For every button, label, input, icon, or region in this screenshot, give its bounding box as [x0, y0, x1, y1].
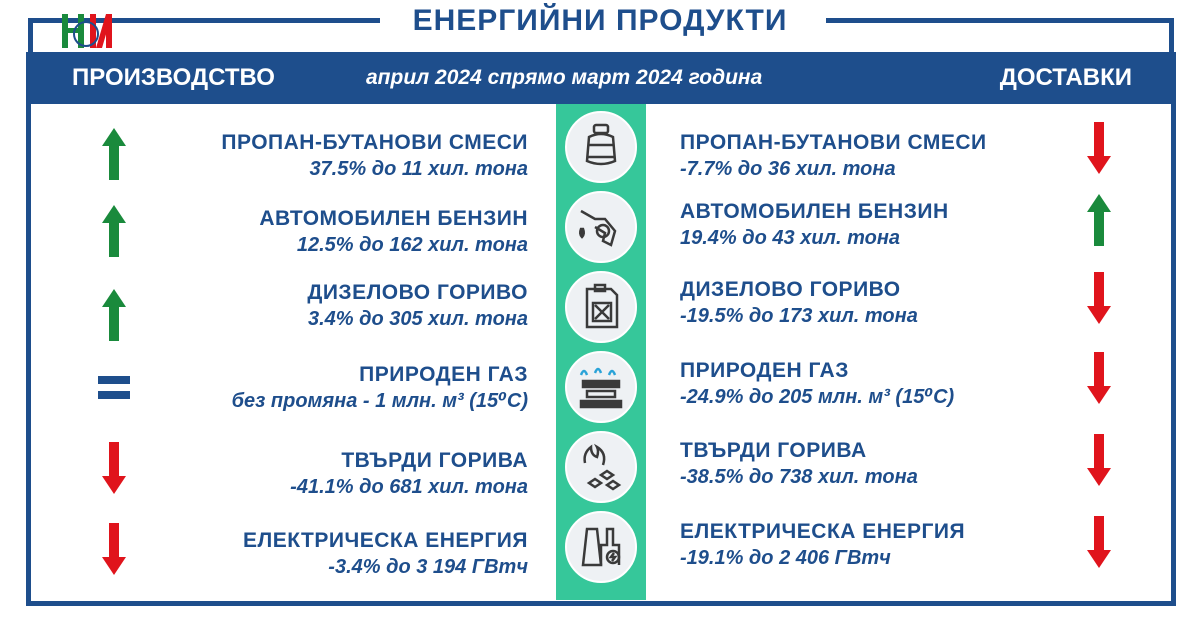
production-name: ЕЛЕКТРИЧЕСКА ЕНЕРГИЯ: [242, 529, 528, 552]
frame-right-edge: [1169, 18, 1174, 52]
delivery-name: АВТОМОБИЛЕН БЕНЗИН: [680, 200, 949, 223]
period-label: април 2024 спрямо март 2024 година: [366, 66, 763, 89]
coal-fire-icon: [565, 431, 637, 503]
gas-cylinder-icon: [565, 111, 637, 183]
header-banner: [26, 52, 1176, 104]
production-item: [232, 362, 528, 414]
power-plant-icon: [565, 511, 637, 583]
delivery-item: [680, 519, 965, 571]
frame-left-edge: [28, 18, 33, 52]
delivery-name: ПРИРОДЕН ГАЗ: [680, 359, 849, 382]
arrow-down-icon: [1087, 272, 1111, 324]
gas-burner-icon: [565, 351, 637, 423]
delivery-name: ПРОПАН-БУТАНОВИ СМЕСИ: [680, 131, 987, 154]
production-item: [243, 528, 528, 580]
nsi-logo-icon: [58, 8, 114, 52]
production-item: [290, 448, 528, 500]
equals-icon: [98, 376, 130, 406]
production-name: ПРОПАН-БУТАНОВИ СМЕСИ: [221, 131, 528, 154]
fuel-nozzle-icon: [565, 191, 637, 263]
production-heading: ПРОИЗВОДСТВО: [72, 64, 275, 91]
arrow-down-icon: [102, 523, 126, 575]
production-item: [221, 130, 528, 182]
production-item: [307, 280, 528, 332]
production-name: ТВЪРДИ ГОРИВА: [341, 449, 528, 472]
delivery-value: -38.5% до 738 хил. тона: [680, 466, 918, 488]
delivery-item: [680, 358, 954, 410]
arrow-up-icon: [102, 128, 126, 180]
page-title: ЕНЕРГИЙНИ ПРОДУКТИ: [412, 4, 788, 37]
delivery-name: ЕЛЕКТРИЧЕСКА ЕНЕРГИЯ: [680, 520, 966, 543]
production-value: 37.5% до 11 хил. тона: [309, 158, 528, 180]
jerrycan-icon: [565, 271, 637, 343]
delivery-item: [680, 277, 918, 329]
production-item: [259, 206, 528, 258]
production-value: -41.1% до 681 хил. тона: [290, 476, 528, 498]
delivery-item: [680, 199, 949, 251]
production-name: ПРИРОДЕН ГАЗ: [359, 363, 528, 386]
delivery-value: 19.4% до 43 хил. тона: [680, 227, 901, 249]
deliveries-heading: ДОСТАВКИ: [999, 64, 1132, 91]
production-name: ДИЗЕЛОВО ГОРИВО: [307, 281, 528, 304]
delivery-item: [680, 130, 987, 182]
arrow-down-icon: [1087, 434, 1111, 486]
frame-top-right: [826, 18, 1174, 23]
arrow-up-icon: [1087, 194, 1111, 246]
production-value: -3.4% до 3 194 ГВтч: [328, 556, 528, 578]
delivery-name: ДИЗЕЛОВО ГОРИВО: [680, 278, 901, 301]
delivery-item: [680, 438, 918, 490]
delivery-value: -24.9% до 205 млн. м³ (15⁰C): [680, 386, 955, 408]
arrow-up-icon: [102, 205, 126, 257]
arrow-down-icon: [1087, 352, 1111, 404]
arrow-down-icon: [102, 442, 126, 494]
production-name: АВТОМОБИЛЕН БЕНЗИН: [259, 207, 528, 230]
arrow-up-icon: [102, 289, 126, 341]
arrow-down-icon: [1087, 516, 1111, 568]
delivery-value: -19.1% до 2 406 ГВтч: [680, 547, 891, 569]
arrow-down-icon: [1087, 122, 1111, 174]
production-value: 3.4% до 305 хил. тона: [307, 308, 528, 330]
delivery-name: ТВЪРДИ ГОРИВА: [680, 439, 867, 462]
production-value: без промяна - 1 млн. м³ (15⁰C): [231, 390, 528, 412]
delivery-value: -7.7% до 36 хил. тона: [680, 158, 896, 180]
production-value: 12.5% до 162 хил. тона: [296, 234, 528, 256]
delivery-value: -19.5% до 173 хил. тона: [680, 305, 918, 327]
